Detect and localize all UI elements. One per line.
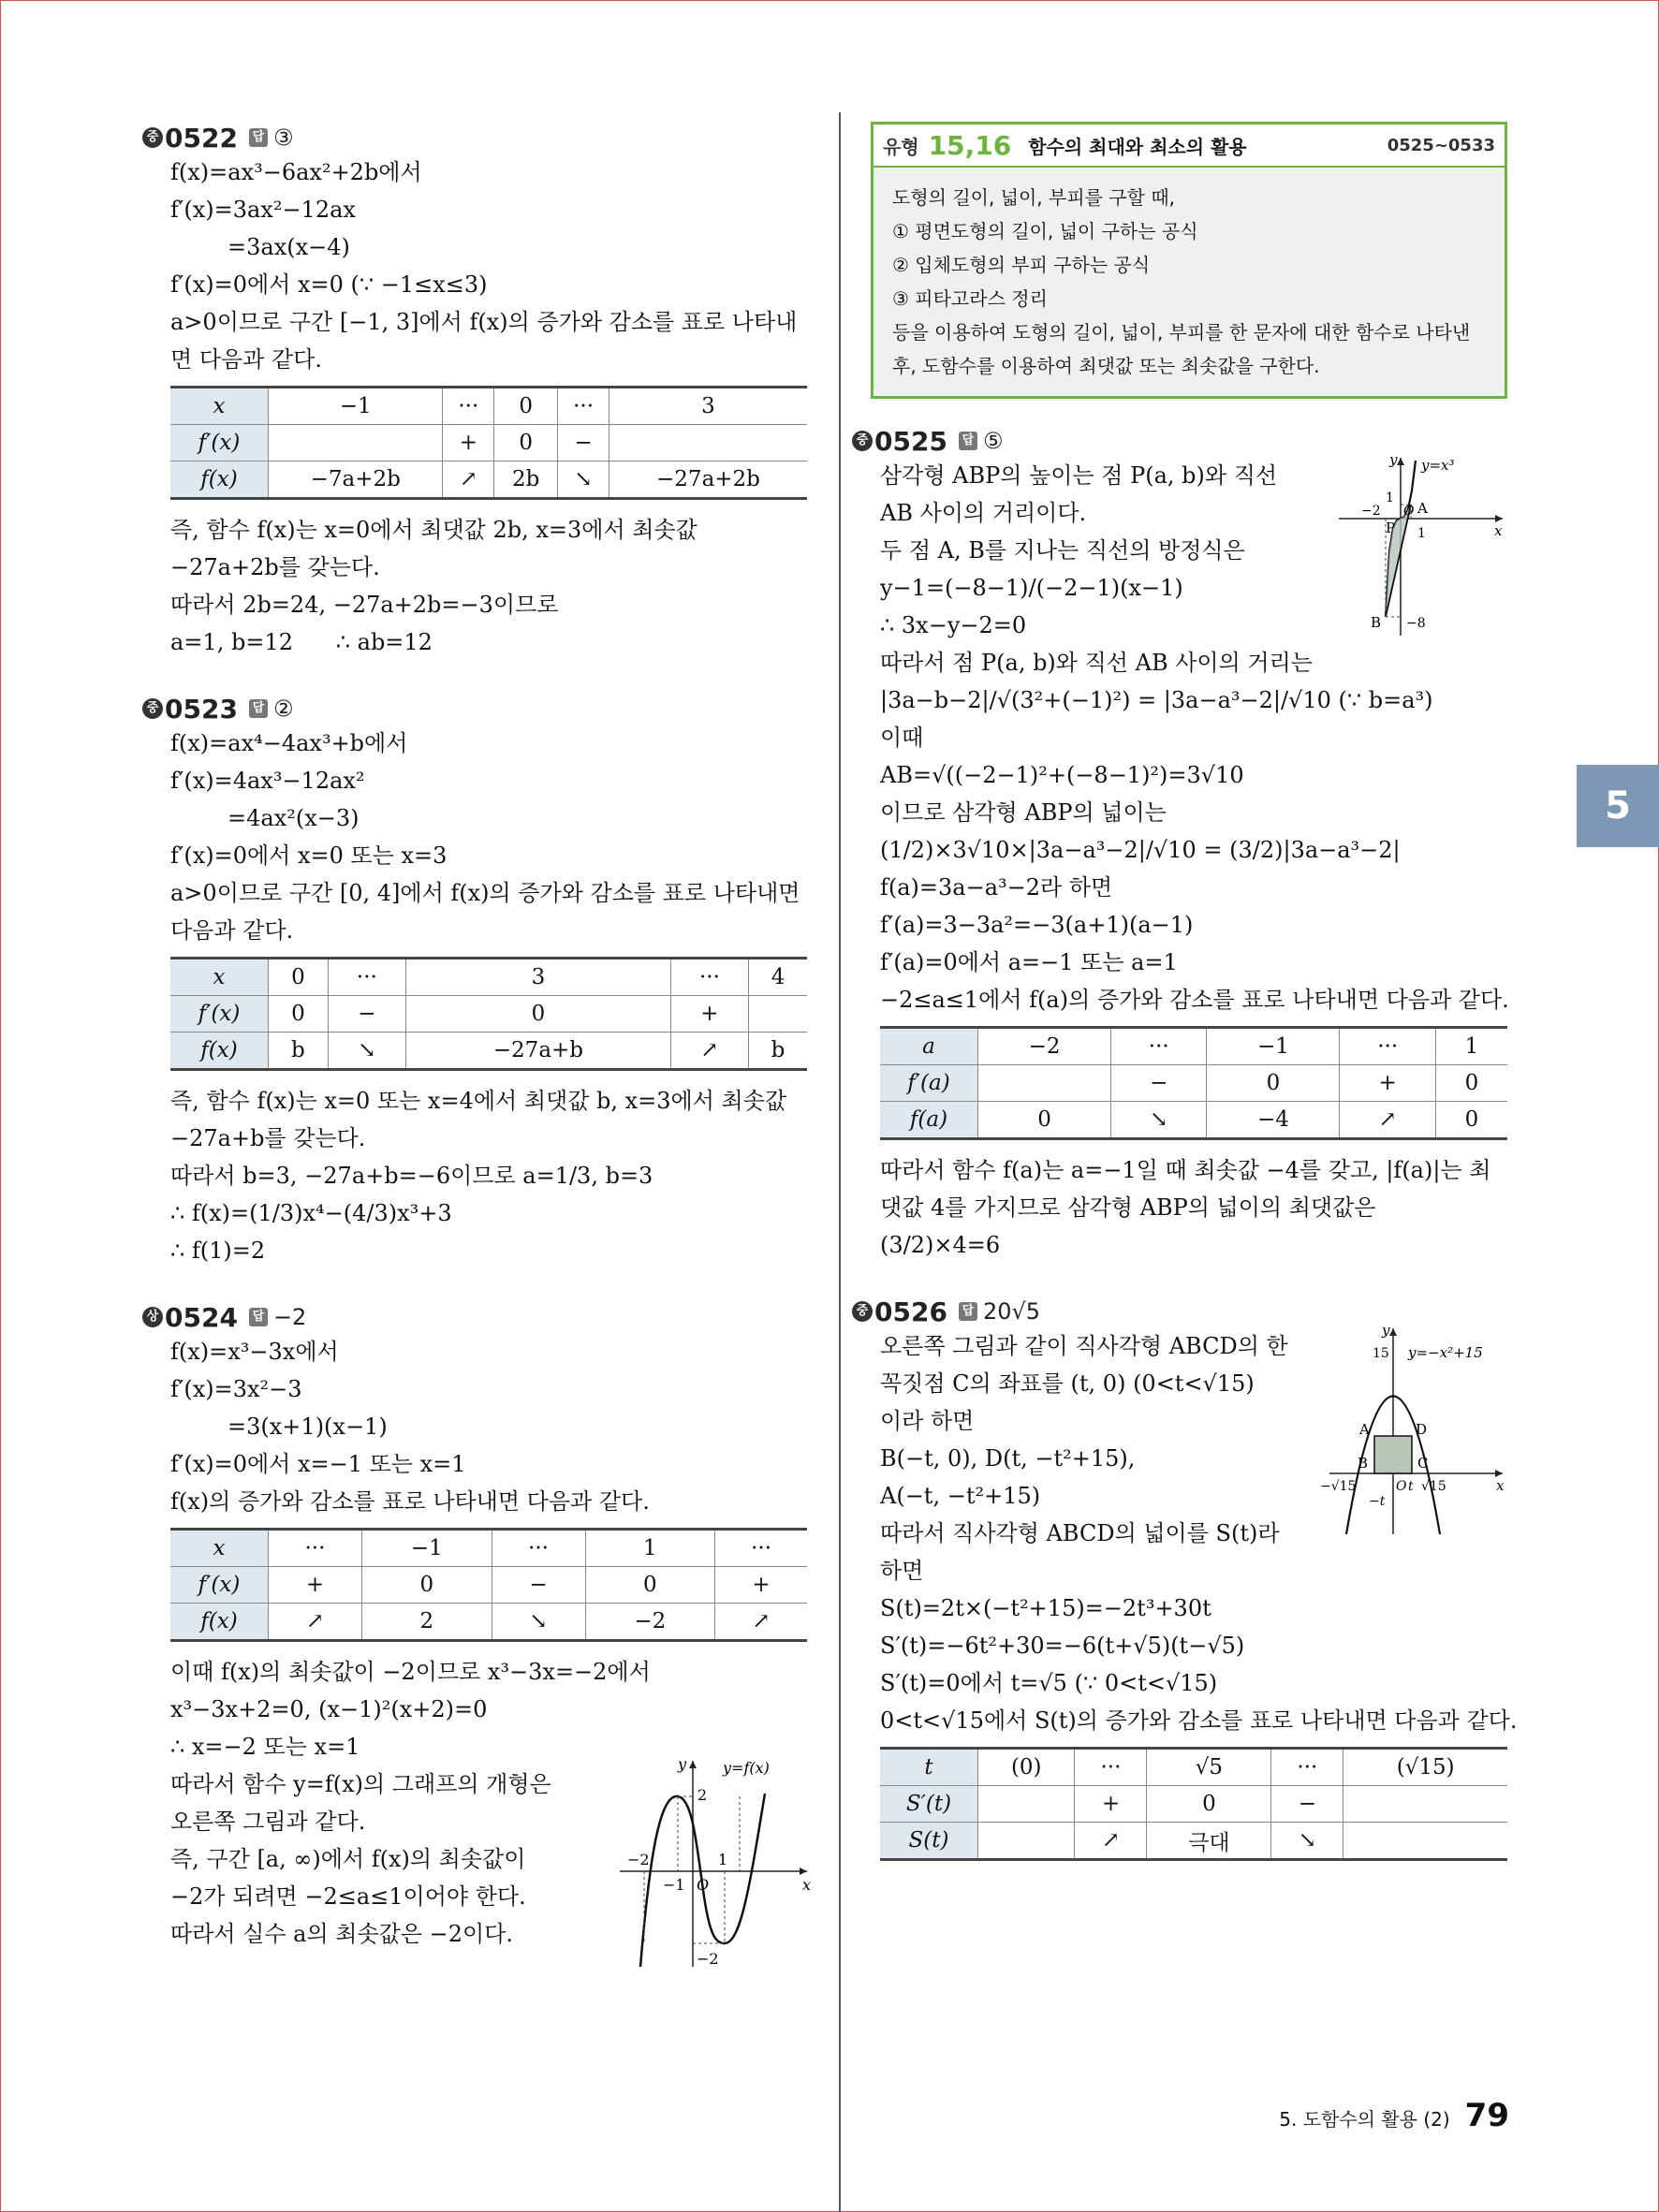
- table-cell: ···: [328, 959, 405, 996]
- table-cell: −: [1271, 1786, 1343, 1823]
- solution-line: 이므로 삼각형 ABP의 넓이는: [880, 799, 1167, 826]
- answer-value: ②: [272, 696, 294, 722]
- table-cell: 극대: [1147, 1823, 1271, 1860]
- graph-label: −2: [697, 1950, 719, 1968]
- table-cell: 1: [1435, 1028, 1507, 1065]
- solution-line: a>0이므로 구간 [−1, 3]에서 f(x)의 증가와 감소를 표로 나타내: [170, 309, 798, 335]
- table-cell: f(x): [170, 1604, 269, 1641]
- table-cell: −: [1111, 1065, 1207, 1102]
- cubic-graph-0525: [1320, 453, 1507, 640]
- table-cell: −1: [361, 1530, 492, 1567]
- problem-header: [142, 693, 807, 725]
- chapter-tab: 5: [1577, 765, 1659, 847]
- table-cell: f′(x): [170, 996, 269, 1033]
- graph-label: O: [697, 1876, 710, 1894]
- graph-label: y=−x²+15: [1408, 1344, 1483, 1361]
- solution-line: 이라 하면: [880, 1408, 975, 1434]
- solution-line: |3a−b−2|/√(3²+(−1)²) = |3a−a³−2|/√10 (∵ b=a³): [880, 687, 1433, 713]
- solution-line: 즉, 함수 f(x)는 x=0 또는 x=4에서 최댓값 b, x=3에서 최솟값: [170, 1088, 787, 1114]
- table-cell: t: [880, 1749, 978, 1786]
- solution-line: −2≤a≤1에서 f(a)의 증가와 감소를 표로 나타내면 다음과 같다.: [880, 987, 1509, 1013]
- graph-label: y: [678, 1756, 687, 1773]
- table-cell: 0: [361, 1567, 492, 1604]
- solution-line: f′(x)=4ax³−12ax²: [170, 768, 365, 794]
- solution-line: 즉, 구간 [a, ∞)에서 f(x)의 최솟값이: [170, 1846, 526, 1872]
- table-cell: (0): [978, 1749, 1075, 1786]
- graph-label: A: [1359, 1421, 1370, 1438]
- level-badge: 상: [142, 1307, 163, 1327]
- solution-line: AB 사이의 거리이다.: [880, 500, 1087, 526]
- solution-line: f′(x)=0에서 x=−1 또는 x=1: [170, 1451, 466, 1477]
- table-cell: x: [170, 1530, 269, 1567]
- solution-line: 따라서 점 P(a, b)와 직선 AB 사이의 거리는: [880, 650, 1313, 676]
- type-line: 등을 이용하여 도형의 길이, 넓이, 부피를 한 문자에 대한 함수로 나타낸: [892, 321, 1471, 344]
- solution-line: −27a+2b를 갖는다.: [170, 554, 380, 580]
- graph-label: −8: [1406, 616, 1426, 631]
- solution-line: 즉, 함수 f(x)는 x=0에서 최댓값 2b, x=3에서 최솟값: [170, 517, 697, 543]
- table-cell: 0: [494, 388, 558, 425]
- table-cell: x: [170, 959, 269, 996]
- problem-header: [852, 1296, 1507, 1327]
- table-cell: √5: [1147, 1749, 1271, 1786]
- graph-label: C: [1417, 1455, 1429, 1472]
- answer-label: 답: [959, 1302, 977, 1321]
- table-cell: x: [170, 388, 269, 425]
- solution-line: ∴ 3x−y−2=0: [880, 612, 1027, 638]
- parabola-graph-0526: [1311, 1324, 1507, 1539]
- solution-line: 오른쪽 그림과 같다.: [170, 1809, 366, 1835]
- solution-line: ∴ f(1)=2: [170, 1238, 266, 1264]
- solution-line: f(x)=ax⁴−4ax³+b에서: [170, 730, 408, 756]
- table-cell: ···: [492, 1530, 585, 1567]
- variation-table: [170, 957, 807, 1071]
- answer-value: −2: [272, 1304, 307, 1330]
- table-cell: f′(x): [170, 425, 269, 461]
- problem-0526: [856, 1296, 1518, 1861]
- type-label: 유형: [883, 135, 919, 158]
- type-body: [874, 168, 1505, 396]
- graph-label: 1: [1417, 526, 1426, 541]
- table-cell: +: [1340, 1065, 1435, 1102]
- table-cell: f(x): [170, 461, 269, 499]
- type-header: [874, 125, 1505, 168]
- solution-line: x³−3x+2=0, (x−1)²(x+2)=0: [170, 1696, 488, 1722]
- table-cell: b: [269, 1033, 329, 1070]
- problem-0523: [146, 693, 807, 1269]
- left-column: [146, 122, 812, 1985]
- table-cell: a: [880, 1028, 978, 1065]
- table-cell: −7a+2b: [269, 461, 443, 499]
- solution-line: 면 다음과 같다.: [170, 346, 322, 373]
- variation-table: [170, 386, 807, 500]
- solution-line: f(x)의 증가와 감소를 표로 나타내면 다음과 같다.: [170, 1488, 650, 1515]
- footer-chapter-title: 5. 도함수의 활용 (2): [1279, 2108, 1450, 2131]
- graph-label: y: [1389, 453, 1398, 468]
- problem-header: [142, 1301, 807, 1333]
- answer-value: ③: [272, 125, 294, 151]
- table-cell: 0: [1147, 1786, 1271, 1823]
- solution-line: f′(x)=0에서 x=0 또는 x=3: [170, 842, 448, 869]
- problem-number: 0524: [165, 1301, 238, 1333]
- graph-label: −t: [1369, 1494, 1386, 1509]
- solution-line: 따라서 함수 f(a)는 a=−1일 때 최솟값 −4를 갖고, |f(a)|는 최: [880, 1157, 1491, 1183]
- table-cell: b: [749, 1033, 807, 1070]
- graph-label: y: [1382, 1324, 1390, 1339]
- solution-line: f(x)=x³−3x에서: [170, 1339, 339, 1365]
- solution-line: 두 점 A, B를 지나는 직선의 방정식은: [880, 537, 1245, 564]
- graph-label: x: [1496, 1477, 1505, 1494]
- solution-line: =3ax(x−4): [170, 234, 350, 260]
- table-cell: ↗: [1075, 1823, 1147, 1860]
- table-cell: ···: [1271, 1749, 1343, 1786]
- graph-label: y=x³: [1421, 457, 1455, 474]
- table-cell: f′(a): [880, 1065, 978, 1102]
- table-cell: ···: [715, 1530, 807, 1567]
- graph-label: −1: [663, 1876, 685, 1894]
- table-cell: ···: [1340, 1028, 1435, 1065]
- table-cell: 0: [269, 996, 329, 1033]
- answer-label: 답: [249, 699, 268, 718]
- table-cell: +: [715, 1567, 807, 1604]
- table-cell: [978, 1065, 1111, 1102]
- table-cell: [749, 996, 807, 1033]
- graph-label: 2: [697, 1786, 708, 1804]
- cubic-graph-0524: [620, 1756, 816, 1971]
- solution-line: 이때 f(x)의 최솟값이 −2이므로 x³−3x=−2에서: [170, 1659, 651, 1685]
- table-cell: f(x): [170, 1033, 269, 1070]
- solution-line: =4ax²(x−3): [170, 805, 360, 831]
- table-cell: −2: [585, 1604, 715, 1641]
- answer-value: ⑤: [982, 428, 1004, 454]
- table-cell: S′(t): [880, 1786, 978, 1823]
- table-cell: −27a+b: [405, 1033, 670, 1070]
- table-cell: −1: [269, 388, 443, 425]
- table-cell: (√15): [1343, 1749, 1507, 1786]
- problem-number: 0523: [165, 693, 238, 725]
- graph-label: 1: [1386, 491, 1394, 505]
- graph-label: P: [1386, 520, 1396, 536]
- solution-line: 오른쪽 그림과 같이 직사각형 ABCD의 한: [880, 1333, 1288, 1359]
- table-cell: −2: [978, 1028, 1111, 1065]
- solution-line: 따라서 b=3, −27a+b=−6이므로 a=1/3, b=3: [170, 1163, 653, 1189]
- solution-line: 0<t<√15에서 S(t)의 증가와 감소를 표로 나타내면 다음과 같다.: [880, 1707, 1518, 1734]
- table-cell: 4: [749, 959, 807, 996]
- problem-header: [142, 122, 807, 154]
- table-cell: 3: [405, 959, 670, 996]
- type-box: [871, 122, 1507, 399]
- solution-line: (3/2)×4=6: [880, 1232, 1001, 1258]
- answer-label: 답: [249, 128, 268, 147]
- graph-label: B: [1358, 1455, 1369, 1472]
- problem-number: 0522: [165, 122, 238, 154]
- solution-line: 꼭짓점 C의 좌표를 (t, 0) (0<t<√15): [880, 1370, 1255, 1397]
- graph-label: −√15: [1320, 1479, 1357, 1494]
- graph-label: √15: [1421, 1479, 1446, 1494]
- solution-line: 따라서 함수 y=f(x)의 그래프의 개형은: [170, 1771, 551, 1797]
- table-cell: 2b: [494, 461, 558, 499]
- table-cell: +: [269, 1567, 362, 1604]
- graph-label: 1: [718, 1851, 728, 1868]
- table-cell: −27a+2b: [609, 461, 807, 499]
- problem-header: [852, 425, 1507, 457]
- table-cell: [978, 1786, 1075, 1823]
- answer-label: 답: [959, 432, 977, 450]
- answer-label: 답: [249, 1308, 268, 1326]
- table-cell: ↗: [269, 1604, 362, 1641]
- table-cell: −: [328, 996, 405, 1033]
- page-footer: [1279, 2097, 1509, 2134]
- solution-line: f(a)=3a−a³−2라 하면: [880, 874, 1113, 901]
- level-badge: 중: [142, 127, 163, 148]
- graph-label: 15: [1373, 1346, 1389, 1361]
- table-cell: +: [670, 996, 748, 1033]
- table-cell: ↘: [492, 1604, 585, 1641]
- type-number: 15,16: [928, 129, 1012, 161]
- type-line: ③ 피타고라스 정리: [892, 287, 1048, 310]
- solution-line: a>0이므로 구간 [0, 4]에서 f(x)의 증가와 감소를 표로 나타내면: [170, 880, 800, 906]
- table-cell: 0: [978, 1102, 1111, 1139]
- table-cell: 0: [1435, 1102, 1507, 1139]
- problem-0524: [146, 1301, 812, 1968]
- solution-line: −27a+b를 갖는다.: [170, 1125, 366, 1151]
- table-cell: 0: [405, 996, 670, 1033]
- table-cell: 1: [585, 1530, 715, 1567]
- graph-label: O: [1396, 1479, 1407, 1494]
- page-number: 79: [1464, 2097, 1509, 2134]
- solution-line: 따라서 직사각형 ABCD의 넓이를 S(t)라: [880, 1520, 1280, 1546]
- solution-line: f(x)=ax³−6ax²+2b에서: [170, 159, 422, 185]
- problem-0522: [146, 122, 807, 661]
- table-cell: f(a): [880, 1102, 978, 1139]
- solution-line: a=1, b=12 ∴ ab=12: [170, 629, 433, 655]
- graph-label: −2: [627, 1851, 650, 1868]
- table-cell: [978, 1823, 1075, 1860]
- solution-line: B(−t, 0), D(t, −t²+15),: [880, 1445, 1136, 1472]
- solution-line: y−1=(−8−1)/(−2−1)(x−1): [880, 575, 1183, 601]
- answer-value: 20√5: [982, 1298, 1041, 1325]
- graph-label: −2: [1361, 504, 1381, 519]
- variation-table: [170, 1528, 807, 1642]
- table-cell: [1343, 1786, 1507, 1823]
- level-badge: 중: [852, 431, 873, 451]
- table-cell: ···: [670, 959, 748, 996]
- type-line: ② 입체도형의 부피 구하는 공식: [892, 254, 1151, 276]
- solution-line: ∴ x=−2 또는 x=1: [170, 1734, 360, 1760]
- graph-label: D: [1416, 1421, 1428, 1438]
- table-cell: ↗: [715, 1604, 807, 1641]
- table-cell: 0: [494, 425, 558, 461]
- table-cell: ···: [443, 388, 494, 425]
- table-cell: ↘: [1271, 1823, 1343, 1860]
- graph-label: O: [1403, 504, 1415, 519]
- type-line: 후, 도함수를 이용하여 최댓값 또는 최솟값을 구한다.: [892, 355, 1320, 377]
- solution-line: 삼각형 ABP의 높이는 점 P(a, b)와 직선: [880, 462, 1278, 489]
- solution-line: A(−t, −t²+15): [880, 1483, 1041, 1509]
- table-cell: −: [558, 425, 609, 461]
- type-range: 0525~0533: [1387, 135, 1495, 155]
- table-cell: 0: [269, 959, 329, 996]
- solution-line: (1/2)×3√10×|3a−a³−2|/√10 = (3/2)|3a−a³−2|: [880, 837, 1401, 863]
- solution-line: f′(x)=0에서 x=0 (∵ −1≤x≤3): [170, 271, 488, 298]
- table-cell: [269, 425, 443, 461]
- solution-line: S′(t)=0에서 t=√5 (∵ 0<t<√15): [880, 1670, 1218, 1696]
- table-cell: ···: [1111, 1028, 1207, 1065]
- problem-0525: [856, 425, 1509, 1264]
- table-cell: −4: [1207, 1102, 1340, 1139]
- solution-line: =3(x+1)(x−1): [170, 1414, 388, 1440]
- problem-number: 0525: [874, 425, 947, 457]
- table-cell: ···: [558, 388, 609, 425]
- solution-line: 다음과 같다.: [170, 917, 294, 944]
- type-line: ① 평면도형의 길이, 넓이 구하는 공식: [892, 220, 1198, 242]
- solution-line: ∴ f(x)=(1/3)x⁴−(4/3)x³+3: [170, 1200, 452, 1226]
- table-cell: [1343, 1823, 1507, 1860]
- level-badge: 중: [142, 698, 163, 719]
- solution-line: 이때: [880, 725, 924, 751]
- solution-line: 댓값 4를 가지므로 삼각형 ABP의 넓이의 최댓값은: [880, 1194, 1376, 1221]
- graph-label: y=f(x): [723, 1759, 770, 1777]
- solution-line: 따라서 실수 a의 최솟값은 −2이다.: [170, 1921, 514, 1947]
- graph-label: B: [1371, 614, 1382, 631]
- table-cell: 0: [1435, 1065, 1507, 1102]
- graph-label: x: [1494, 522, 1503, 539]
- level-badge: 중: [852, 1301, 873, 1322]
- graph-label: x: [802, 1876, 812, 1894]
- table-cell: ···: [269, 1530, 362, 1567]
- solution-line: AB=√((−2−1)²+(−8−1)²)=3√10: [880, 762, 1244, 788]
- solution-line: f′(a)=3−3a²=−3(a+1)(a−1): [880, 912, 1194, 938]
- solution-line: f′(x)=3x²−3: [170, 1376, 302, 1402]
- table-cell: ↘: [558, 461, 609, 499]
- solution-line: S(t)=2t×(−t²+15)=−2t³+30t: [880, 1595, 1211, 1621]
- table-cell: 0: [1207, 1065, 1340, 1102]
- table-cell: ↗: [443, 461, 494, 499]
- type-line: 도형의 길이, 넓이, 부피를 구할 때,: [892, 186, 1176, 209]
- solution-line: 하면: [880, 1558, 924, 1584]
- table-cell: −1: [1207, 1028, 1340, 1065]
- solution-line: f′(x)=3ax²−12ax: [170, 197, 356, 223]
- table-cell: f′(x): [170, 1567, 269, 1604]
- table-cell: ↘: [328, 1033, 405, 1070]
- solution-line: 따라서 2b=24, −27a+2b=−3이므로: [170, 592, 559, 618]
- table-cell: 2: [361, 1604, 492, 1641]
- type-title: 함수의 최대와 최소의 활용: [1028, 135, 1247, 158]
- variation-table: [880, 1026, 1507, 1140]
- table-cell: ↗: [670, 1033, 748, 1070]
- table-cell: +: [443, 425, 494, 461]
- table-cell: ···: [1075, 1749, 1147, 1786]
- solution-line: −2가 되려면 −2≤a≤1이어야 한다.: [170, 1883, 526, 1910]
- solution-line: f′(a)=0에서 a=−1 또는 a=1: [880, 949, 1178, 975]
- right-column: [856, 122, 1518, 1893]
- solution-line: S′(t)=−6t²+30=−6(t+√5)(t−√5): [880, 1633, 1245, 1659]
- variation-table: [880, 1747, 1507, 1861]
- table-cell: 3: [609, 388, 807, 425]
- table-cell: +: [1075, 1786, 1147, 1823]
- table-cell: S(t): [880, 1823, 978, 1860]
- graph-label: t: [1408, 1479, 1414, 1494]
- table-cell: ↗: [1340, 1102, 1435, 1139]
- problem-number: 0526: [874, 1296, 947, 1327]
- table-cell: ↘: [1111, 1102, 1207, 1139]
- table-cell: 0: [585, 1567, 715, 1604]
- table-cell: [609, 425, 807, 461]
- column-divider: [839, 112, 841, 2212]
- table-cell: −: [492, 1567, 585, 1604]
- graph-label: A: [1417, 500, 1428, 517]
